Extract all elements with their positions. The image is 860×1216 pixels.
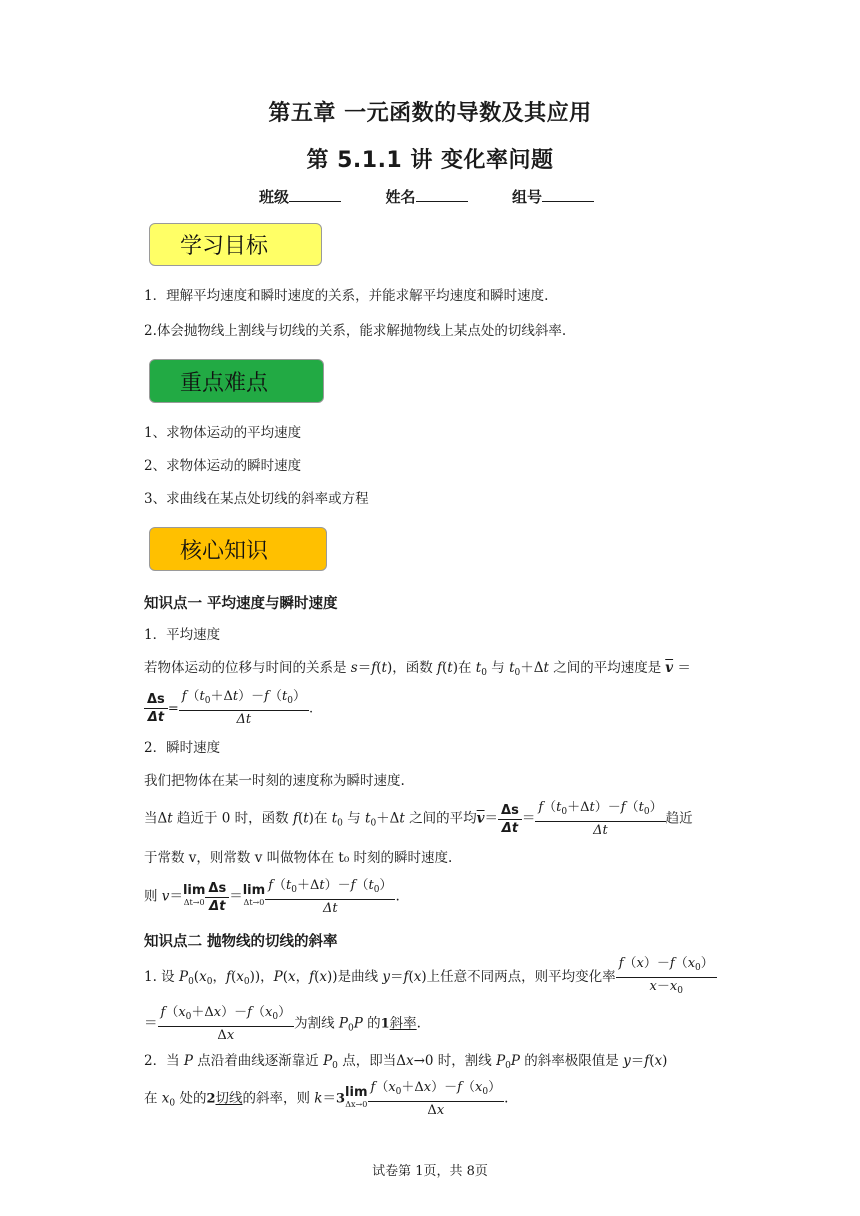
frac-ds-dt: $\frac{\Delta s}{\Delta t}$ bbox=[144, 691, 168, 726]
page-footer: 试卷第 1页，共 8页 bbox=[372, 1164, 488, 1179]
group-blank[interactable] bbox=[542, 187, 594, 202]
goal-2: 2.体会抛物线上割线与切线的关系，能求解抛物线上某点处的切线斜率. bbox=[144, 323, 567, 339]
goal-1: 1．理解平均速度和瞬时速度的关系，并能求解平均速度和瞬时速度. bbox=[144, 288, 549, 304]
k2-point1-text: 1. 设 $P_0(x_0$，$f(x_0)$)，P(x，f(x))是曲线 y＝f(x)上任意不同两点，则平均变化率 $\frac{f(x)-f(x_0)}{x-x_0}$ bbox=[144, 955, 717, 1000]
k1-const-text: 于常数 v，则常数 v 叫做物体在 t₀ 时刻的瞬时速度. bbox=[144, 850, 453, 866]
frac-avg-velocity: $\frac{f(t_0+\Delta t)-f(t_0)}{\Delta t}$ bbox=[179, 688, 309, 728]
keypoint-2: 2、求物体运动的瞬时速度 bbox=[144, 458, 302, 474]
tag-core-knowledge bbox=[149, 527, 327, 571]
k1-def-text: 我们把物体在某一时刻的速度称为瞬时速度. bbox=[144, 773, 405, 789]
k1-avg-velocity-text: 若物体运动的位移与时间的关系是 s＝f(t)，函数 f(t)在 $t_0$ 与 $t_0+\Delta t$ 之间的平均速度是 $\overline{v}$ ＝ bbox=[144, 660, 691, 678]
tag-learning-goals-label: 学习目标 bbox=[180, 234, 269, 259]
tag-core-knowledge-label: 核心知识 bbox=[180, 538, 269, 564]
tag-key-points bbox=[149, 359, 324, 403]
tag-key-points-label: 重点难点 bbox=[180, 370, 269, 396]
k1-avg-velocity-formula: $\frac{\Delta s}{\Delta t}$ = $\frac{f(t_0+\Delta t)-f(t_0)}{\Delta t}$ . bbox=[144, 688, 313, 728]
k2-point2-text: 2．当 P 点沿着曲线逐渐靠近 $P_0$ 点，即当Δx→0 时，割线 $P_0P$ 的斜率极限值是 y＝f(x) bbox=[144, 1053, 668, 1071]
k1-heading: 知识点一 平均速度与瞬时速度 bbox=[144, 596, 338, 612]
name-blank[interactable] bbox=[416, 187, 468, 202]
k1-instant-text: 当Δt 趋近于 0 时，函数 f(t)在 $t_0$ 与 $t_0+\Delta t$ 之间的平均$\overline{v}=$ $\frac{\Delta s}{\Delta t}$ ＝ $\frac{f(t_0+\Delta t)-f(t_0)}{\Delta t}$ 趋近 bbox=[144, 800, 693, 838]
slope-word: 斜率 bbox=[389, 1015, 417, 1032]
student-info bbox=[259, 186, 594, 207]
k1-limit-formula: 则 v＝ lim Δt→0 $\frac{\Delta s}{\Delta t}$ ＝ lim Δt→0 $\frac{f(t_0+\Delta t)-f(t_0)}{\Delta t}$ . bbox=[144, 878, 400, 916]
lesson-title: 第 5.1.1 讲 变化率问题 bbox=[306, 148, 554, 173]
tag-learning-goals bbox=[149, 223, 322, 266]
class-blank[interactable] bbox=[289, 187, 341, 202]
group-label: 组号 bbox=[511, 188, 542, 206]
k1-sub2: 2．瞬时速度 bbox=[144, 740, 221, 756]
k1-sub1: 1．平均速度 bbox=[144, 627, 221, 643]
tangent-word: 切线 bbox=[215, 1090, 243, 1107]
class-label: 班级 bbox=[259, 188, 290, 206]
k2-point2-formula: 在 $x_0$ 处的2切线的斜率，则 k＝3 lim Δx→0 $\frac{f(x_0+\Delta x)-f(x_0)}{\Delta x}$ . bbox=[144, 1080, 509, 1118]
keypoint-1: 1、求物体运动的平均速度 bbox=[144, 425, 302, 441]
chapter-title: 第五章 一元函数的导数及其应用 bbox=[268, 101, 592, 126]
name-label: 姓名 bbox=[385, 188, 416, 206]
keypoint-3: 3、求曲线在某点处切线的斜率或方程 bbox=[144, 491, 369, 507]
k2-heading: 知识点二 抛物线的切线的斜率 bbox=[144, 934, 338, 950]
k2-point1-formula: ＝ $\frac{f(x_0+\Delta x)-f(x_0)}{\Delta x}$ 为割线 $P_0P$ 的1斜率. bbox=[144, 1005, 421, 1043]
